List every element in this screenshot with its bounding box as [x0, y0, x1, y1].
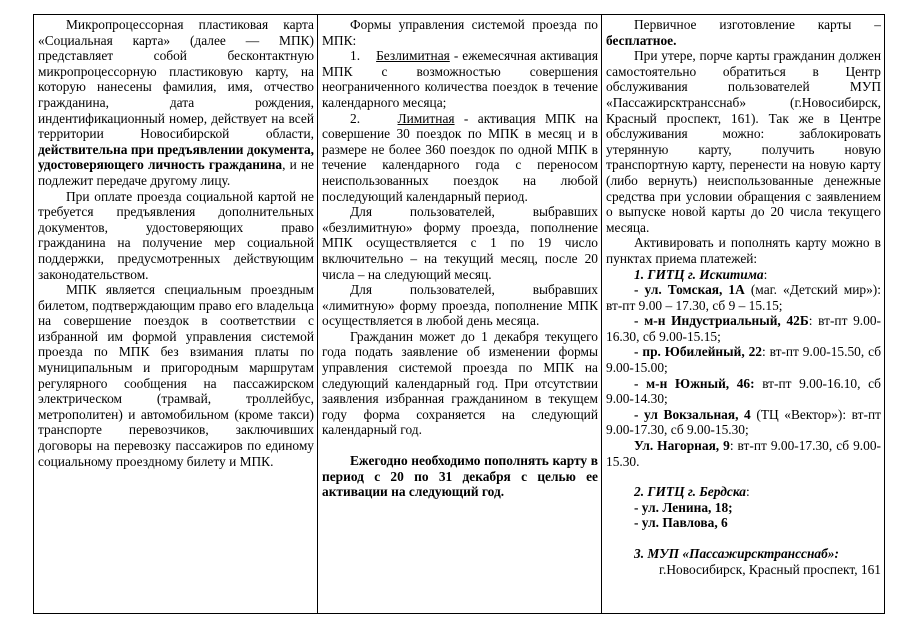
- mup-heading: 3. МУП «Пассажирсктрансснаб»:: [634, 546, 839, 561]
- form-change-paragraph: Гражданин может до 1 декабря текущего года подать заявление об изменении формы управления системой проезда по МПК на следующий календарный год. При отсутствии заявления избранная гражданином в текущем году форма сохраняется на следующий календарный год.: [322, 328, 598, 438]
- limited-topup-paragraph: Для пользователей, выбравших «лимитную» форму проезда, пополнение МПК осуществляется в любой день месяца.: [322, 282, 598, 329]
- address-pavlova: - ул. Павлова, 6: [634, 515, 728, 531]
- forms-intro: Формы управления системой проезда по МПК:: [322, 17, 598, 48]
- form-unlimited-item: 1. Безлимитная - ежемесячная активация МПК с возможностью совершения неограниченного количества поездок в течение календарного месяца;: [322, 48, 598, 110]
- address-tomskaya: - ул. Томская, 1А (маг. «Детский мир»): вт-пт 9.00 – 17.30, сб 9 – 15.15;: [606, 282, 881, 313]
- column-service-points: [602, 15, 884, 613]
- unlimited-topup-paragraph: Для пользователей, выбравших «безлимитную» форму проезда, пополнение МПК осуществляется с 1 по 19 число включительно – на текущий месяц, после 20 числа – на следующий месяц.: [322, 204, 598, 282]
- column-travel-forms: [318, 15, 602, 613]
- topup-points-intro: Активировать и пополнять карту можно в пунктах приема платежей:: [606, 235, 881, 266]
- column-mpk-description: [34, 15, 318, 613]
- form-unlimited-term: Безлимитная: [376, 48, 450, 64]
- free-issue-paragraph: Первичное изготовление карты – бесплатное.: [606, 17, 881, 48]
- iskitim-heading: 1. ГИТЦ г. Искитима:: [634, 266, 768, 282]
- id-requirement-text: действительна при предъявлении документа, удостоверяющего личность гражданина: [38, 141, 314, 173]
- address-yubileyny: - пр. Юбилейный, 22: вт-пт 9.00-15.50, сб 9.00-15.00;: [606, 344, 882, 376]
- no-documents-paragraph: При оплате проезда социальной картой не требуется предъявления дополнительных документов, удостоверяющих право гражданина на получение мер социальной поддержки, предусмотренных действующим законодательством.: [38, 188, 314, 282]
- mup-address: г.Новосибирск, Красный проспект, 161: [659, 561, 881, 577]
- address-industrialny: - м-н Индустриальный, 42Б: вт-пт 9.00-16.30, сб 9.00-15.15;: [606, 313, 881, 344]
- address-yuzhny: - м-н Южный, 46: вт-пт 9.00-16.10, сб 9.00-14.30;: [606, 375, 881, 407]
- mpk-definition-paragraph: Микропроцессорная пластиковая карта «Социальная карта» (далее — МПК) представляет собой бесконтактную микропроцессорную пластиковую карту, на которую нанесены фамилия, имя, отчество гражданина, дата рождения, индентификационный номер, действует на всей территории Новосибирской области, действительна при предъявлении документа, удостоверяющего личность гражданина, и не подлежит передаче другому лицу.: [38, 17, 314, 188]
- address-lenina: - ул. Ленина, 18;: [634, 499, 733, 515]
- leaflet-page: [33, 14, 885, 614]
- lost-card-paragraph: При утере, порче карты гражданин должен самостоятельно обратиться в Центр обслуживания пользователей МУП «Пассажирсктрансснаб» (г.Новосибирск, Красный проспект, 161). Так же в Центре обслуживания можно: заблокировать утерянную карту, получить новую транспортную карту, перенести на новую карту (либо вернуть) неиспользованные денежные средства при условии обращения с заявлением о выпуске новой карты до 20 числа текущего месяца.: [606, 48, 881, 235]
- ticket-rights-paragraph: МПК является специальным проездным билетом, подтверждающим право его владельца на совершение поездок в соответствии с избранной им формой управления системой проезда по МПК без взимания платы по муниципальным и пригородным маршрутам регулярного сообщения на пассажирском электрическом (трамвай, троллейбус, метрополитен) и автомобильном (кроме такси) транспорте перевозчиков, заключивших договоры на перевозку пассажиров по единому социальному проездному билету и МПК.: [38, 282, 314, 469]
- form-limited-item: 2. Лимитная - активация МПК на совершение 30 поездок по МПК в месяц и в размере не более 360 поездок по одной МПК в течение календарного года с переносом неиспользованных поездок на любой последующий календарный период.: [322, 110, 599, 204]
- annual-topup-notice: Ежегодно необходимо пополнять карту в период с 20 по 31 декабря с целью ее активации на следующий год.: [322, 453, 598, 500]
- berdsk-heading: 2. ГИТЦ г. Бердска:: [634, 484, 750, 500]
- address-nagornaya: Ул. Нагорная, 9: вт-пт 9.00-17.30, сб 9.00-15.30.: [606, 438, 881, 469]
- address-vokzalnaya: - ул Вокзальная, 4 (ТЦ «Вектор»): вт-пт 9.00-17.30, сб 9.00-15.30;: [606, 406, 882, 438]
- form-limited-term: Лимитная: [397, 110, 455, 126]
